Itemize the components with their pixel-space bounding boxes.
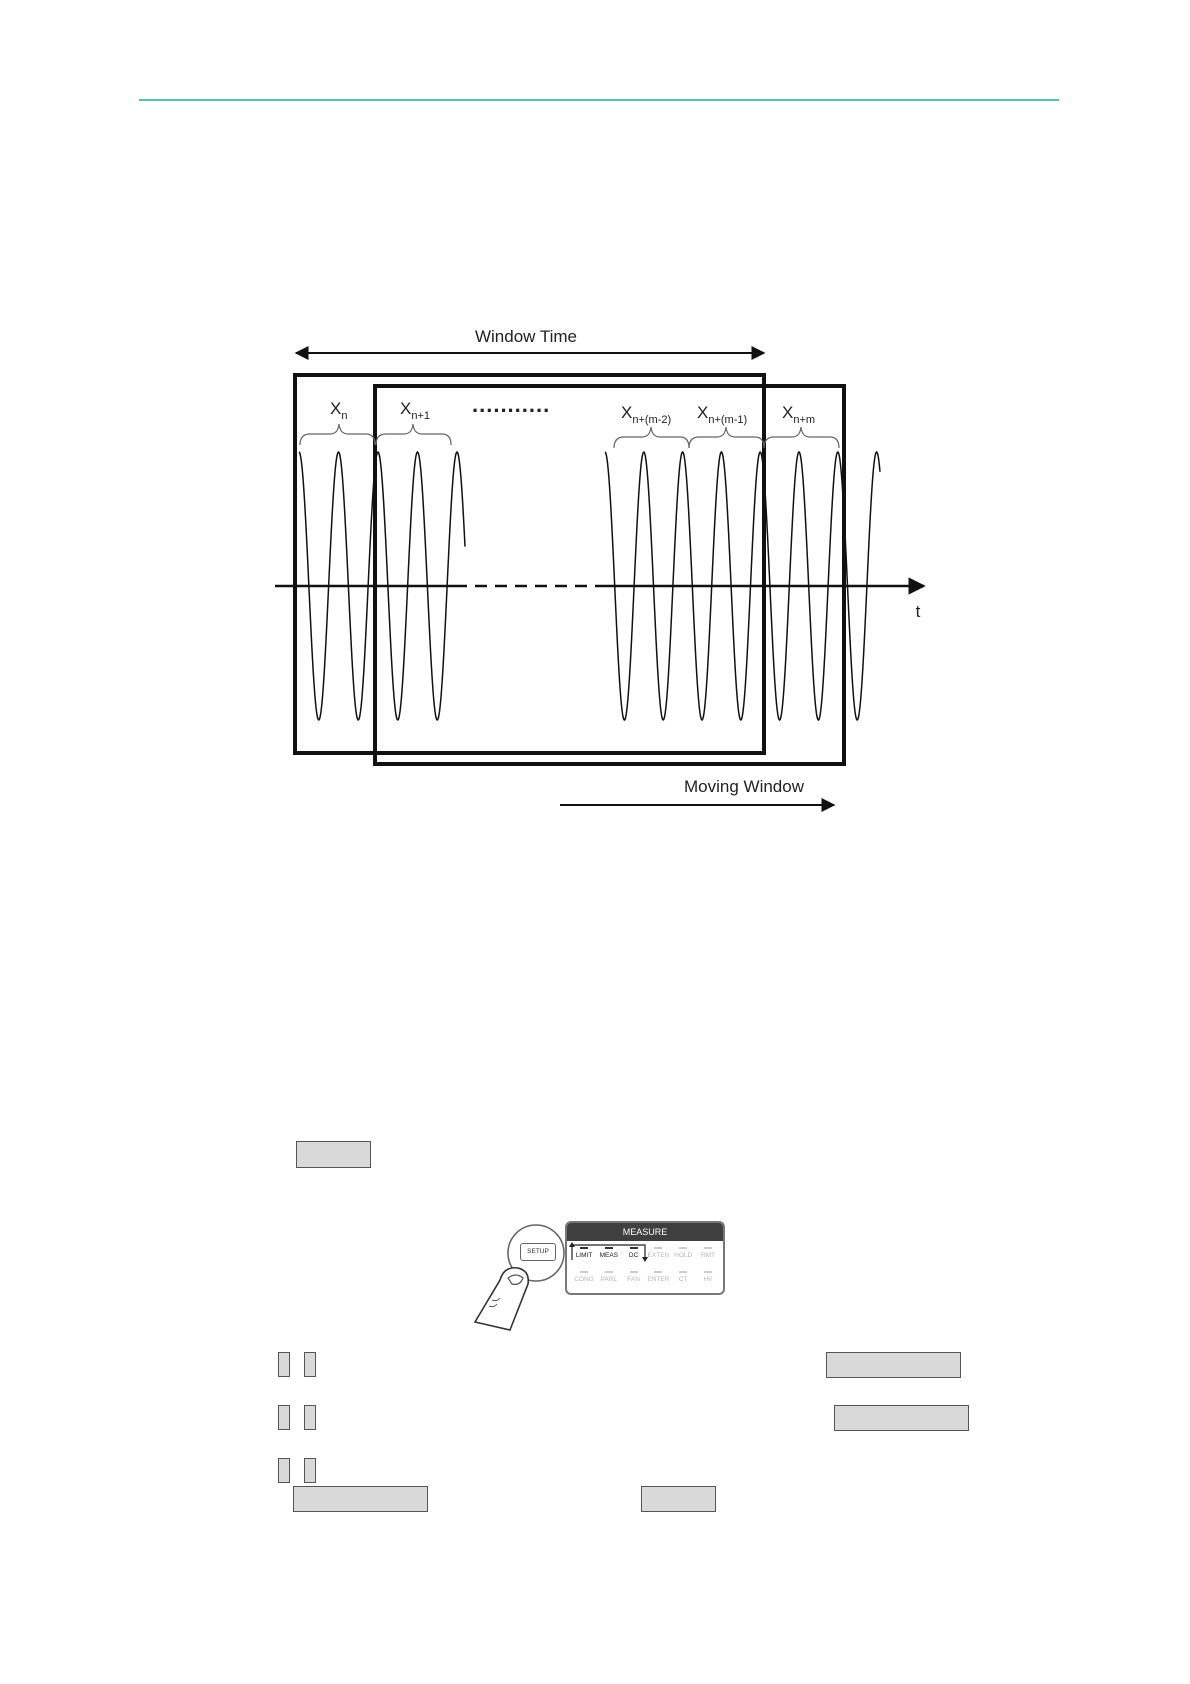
segment-label-xn-base: X bbox=[330, 399, 342, 418]
finger-icon bbox=[475, 1268, 528, 1330]
segment-label-xn1-base: X bbox=[400, 399, 412, 418]
indicator-label: HV bbox=[703, 1276, 713, 1283]
window-frame-1 bbox=[295, 375, 764, 753]
indicator-label: CONG bbox=[574, 1276, 594, 1283]
segment-label-xnm1-sub: n+(m-1) bbox=[708, 414, 748, 426]
window-frame-2 bbox=[375, 386, 844, 764]
key-box-step1-b bbox=[304, 1352, 316, 1377]
indicator-label: RMT bbox=[700, 1252, 716, 1259]
segment-label-xnm bbox=[782, 403, 815, 426]
led bbox=[654, 1271, 662, 1273]
ellipsis-dots: ........... bbox=[472, 392, 551, 417]
segment-label-xnm1 bbox=[697, 403, 747, 426]
segment-label-xnm2 bbox=[621, 403, 671, 426]
segment-label-xnm-sub: n+m bbox=[793, 414, 816, 426]
indicator-rmt bbox=[697, 1247, 719, 1259]
indicator-fan bbox=[623, 1271, 645, 1283]
indicator-label: FAN bbox=[627, 1276, 640, 1283]
key-box-step2-b bbox=[304, 1405, 316, 1430]
led bbox=[605, 1271, 613, 1273]
indicator-label: MEAS bbox=[599, 1252, 618, 1259]
indicator-label: PARL bbox=[600, 1276, 618, 1283]
window-time-label: Window Time bbox=[474, 327, 578, 346]
brace-xn1 bbox=[376, 424, 451, 445]
indicator-label: CT bbox=[678, 1276, 688, 1283]
finger-press-illustration bbox=[470, 1222, 570, 1332]
led bbox=[679, 1271, 687, 1273]
key-box-step3-a bbox=[278, 1458, 290, 1483]
brace-xnm1 bbox=[689, 427, 764, 448]
brace-xnm bbox=[764, 427, 839, 448]
indicator-parl bbox=[598, 1271, 620, 1283]
key-box-step3-mid bbox=[641, 1486, 716, 1512]
brace-xn bbox=[300, 424, 375, 445]
selection-bracket-line bbox=[572, 1245, 645, 1260]
down-arrow-icon bbox=[642, 1257, 648, 1262]
led bbox=[630, 1271, 638, 1273]
key-box-step3-left bbox=[293, 1486, 428, 1512]
brace-xnm2 bbox=[614, 427, 689, 448]
indicator-hold bbox=[672, 1247, 694, 1259]
led bbox=[654, 1247, 662, 1249]
segment-label-xn-sub: n bbox=[341, 410, 348, 422]
segment-label-xn1-sub: n+1 bbox=[411, 410, 431, 422]
segment-label-xn bbox=[330, 399, 347, 422]
segment-label-xn1 bbox=[400, 399, 430, 422]
indicator-label: DC bbox=[628, 1252, 639, 1259]
axis-label-t: t bbox=[915, 602, 921, 621]
indicator-label: EXTEN bbox=[647, 1252, 670, 1259]
indicator-label: ENTER bbox=[647, 1276, 670, 1283]
indicator-hv bbox=[697, 1271, 719, 1283]
led bbox=[580, 1271, 588, 1273]
segment-label-xnm2-base: X bbox=[621, 403, 633, 422]
led bbox=[704, 1271, 712, 1273]
segment-label-xnm2-sub: n+(m-2) bbox=[632, 414, 672, 426]
selection-bracket bbox=[569, 1242, 649, 1262]
key-box-step1-a bbox=[278, 1352, 290, 1377]
key-box-step1-right bbox=[826, 1352, 961, 1378]
indicator-ct bbox=[672, 1271, 694, 1283]
moving-window-label: Moving Window bbox=[684, 777, 804, 796]
indicator-label: LIMIT bbox=[575, 1252, 593, 1259]
segment-label-xnm-base: X bbox=[782, 403, 794, 422]
indicator-label: HOLD bbox=[674, 1252, 693, 1259]
key-box-step2-right bbox=[834, 1405, 969, 1431]
setup-button[interactable]: SETUP bbox=[520, 1243, 556, 1261]
key-box-step3-b bbox=[304, 1458, 316, 1483]
led bbox=[704, 1247, 712, 1249]
indicator-row-2 bbox=[573, 1271, 719, 1283]
indicator-cong bbox=[573, 1271, 595, 1283]
segment-label-xnm1-base: X bbox=[697, 403, 709, 422]
indicator-enter bbox=[647, 1271, 669, 1283]
indicator-exten bbox=[647, 1247, 669, 1259]
moving-window-diagram bbox=[0, 0, 1190, 840]
key-box-1 bbox=[296, 1141, 371, 1168]
key-box-step2-a bbox=[278, 1405, 290, 1430]
panel-title: MEASURE bbox=[567, 1223, 723, 1241]
led bbox=[679, 1247, 687, 1249]
